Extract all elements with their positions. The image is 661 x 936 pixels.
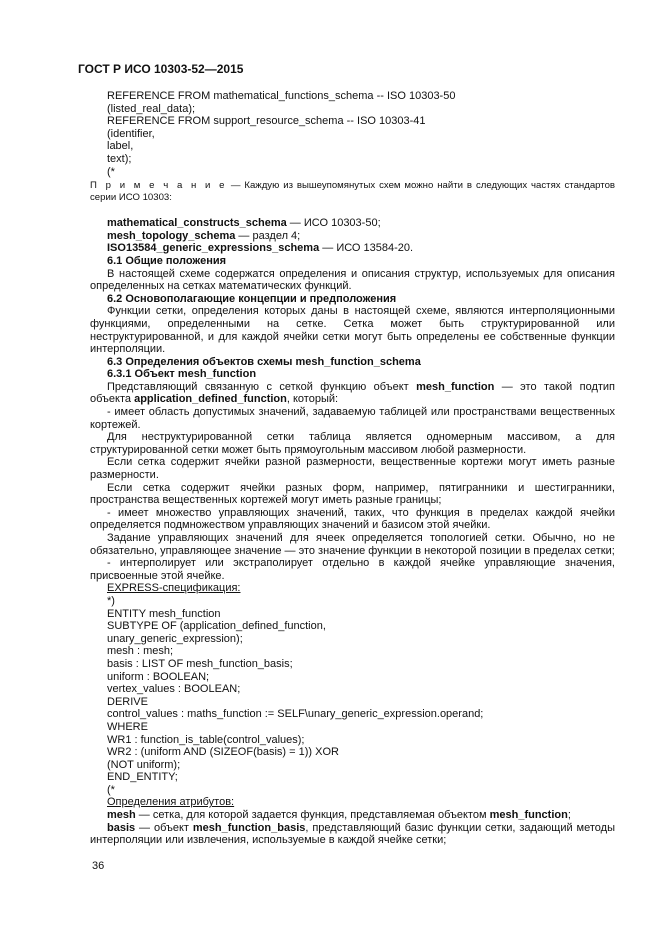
entity-name: mesh_function: [489, 809, 568, 822]
section-heading-6-1: 6.1 Общие положения: [107, 254, 227, 267]
entity-name: mesh_function: [416, 380, 495, 393]
section-text-6-1: В настоящей схеме содержатся определения и описания структур, используемых для описания определенных на сетках математических функций.: [90, 267, 615, 293]
paragraph: Для неструктурированной сетки таблица является одномерным массивом, а для структурированной сетки может быть прямоугольным массивом любой размерности.: [90, 431, 615, 456]
code-line: text);: [107, 152, 132, 165]
code-line: REFERENCE FROM support_resource_schema -- ISO 10303-41: [107, 115, 426, 128]
code-line: vertex_values : BOOLEAN;: [107, 683, 241, 696]
code-line: (*: [107, 783, 115, 796]
document-header: ГОСТ Р ИСО 10303-52—2015: [78, 62, 244, 76]
note-text: — Каждую из вышеупомянутых схем можно найти в следующих частях стандартов серии ИСО 10303:: [90, 180, 616, 204]
schema-source: — ИСО 13584-20.: [319, 242, 414, 255]
attribute-definition-basis: [90, 822, 615, 847]
code-line: (listed_real_data);: [107, 102, 196, 115]
schema-reference-item: [107, 217, 615, 230]
schema-name: mesh_topology_schema: [107, 229, 236, 242]
note-label: П р и м е ч а н и е: [90, 180, 227, 192]
entity-name: application_defined_function: [134, 393, 287, 406]
code-line: REFERENCE FROM mathematical_functions_schema -- ISO 10303-50: [107, 90, 456, 102]
code-line: DERIVE: [107, 695, 148, 708]
code-line: unary_generic_expression);: [107, 632, 243, 645]
code-line: ENTITY mesh_function: [107, 607, 221, 620]
list-item: - имеет множество управляющих значений, таких, что функция в пределах каждой ячейки определяется подмножеством управляющих значений и базисом этой ячейки.: [90, 506, 615, 532]
code-line: (*: [107, 165, 115, 178]
code-line: uniform : BOOLEAN;: [107, 670, 210, 683]
section-heading-6-3-1: 6.3.1 Объект mesh_function: [107, 368, 257, 381]
code-block-entity: [90, 582, 615, 809]
text-span: — объект: [135, 821, 193, 834]
schema-source: — ИСО 10303-50;: [286, 217, 381, 230]
schema-name: ISO13584_generic_expressions_schema: [107, 242, 320, 255]
text-span: — это такой подтип объекта: [90, 380, 615, 406]
paragraph: Если сетка содержит ячейки разных форм, например, пятигранники и шестигранники, пространства вещественных кортежей могут иметь разные границы;: [90, 481, 615, 507]
code-block-references: [90, 90, 615, 178]
code-line: WHERE: [107, 720, 148, 733]
schema-source: — раздел 4;: [235, 229, 301, 242]
page-number: 36: [92, 860, 105, 872]
code-line: WR2 : (uniform AND (SIZEOF(basis) = 1)) XOR: [107, 746, 339, 759]
section-heading-6-2: 6.2 Основополагающие концепции и предположения: [107, 292, 397, 305]
paragraph: Если сетка содержит ячейки разной размерности, вещественные кортежи могут иметь разные размерности.: [90, 456, 615, 482]
schema-reference-item: [107, 230, 615, 243]
code-line: mesh : mesh;: [107, 645, 174, 658]
code-line: WR1 : function_is_table(control_values);: [107, 733, 305, 746]
list-item: - имеет область допустимых значений, задаваемую таблицей или пространствами вещественных кортежей.: [90, 406, 615, 431]
text-span: ;: [567, 809, 571, 822]
note-paragraph: [90, 180, 615, 204]
code-line: *): [107, 594, 115, 607]
section-text-6-2: Функции сетки, определения которых даны в настоящей схеме, являются интерполяционными функциями, определенными на сетке. Сетка может быть структурированной или неструктурированной, и для каждой ячейки сетки могут быть определены ее собственные функции интерполяции.: [90, 305, 615, 356]
text-span: , который:: [286, 393, 339, 406]
schema-reference-list: [90, 217, 615, 255]
list-item: - интерполирует или экстраполирует отдельно в каждой ячейке управляющие значения, присвоенные этой ячейке.: [90, 557, 615, 582]
entity-intro-paragraph: [90, 381, 615, 406]
text-span: — сетка, для которой задается функция, представляемая объектом: [135, 809, 490, 822]
code-line: (NOT uniform);: [107, 758, 181, 771]
code-line: control_values : maths_function := SELF\unary_generic_expression.operand;: [107, 708, 484, 721]
attribute-definition-mesh: [90, 809, 615, 822]
text-span: , представляющий базис функции сетки, задающий методы интерполяции или извлечения, используемые в каждой ячейке сетки;: [90, 821, 615, 847]
express-spec-label: EXPRESS-спецификация:: [107, 582, 241, 595]
section-heading-6-3: 6.3 Определения объектов схемы mesh_function_schema: [107, 355, 421, 368]
code-line: basis : LIST OF mesh_function_basis;: [107, 657, 293, 670]
code-line: END_ENTITY;: [107, 771, 178, 784]
schema-reference-item: [107, 242, 615, 255]
entity-name: mesh_function_basis: [192, 821, 306, 834]
schema-name: mathematical_constructs_schema: [107, 217, 287, 230]
text-span: Представляющий связанную с сеткой функцию объект: [107, 380, 417, 393]
paragraph: Задание управляющих значений для ячеек определяется топологией сетки. Обычно, но не обязательно, управляющее значение — это значение функции в некоторой позиции в пределах сетки;: [90, 532, 615, 557]
page-content: [90, 90, 615, 847]
attribute-name: mesh: [107, 809, 136, 822]
attribute-name: basis: [107, 821, 136, 834]
code-line: label,: [107, 140, 134, 153]
code-line: SUBTYPE OF (application_defined_function,: [107, 620, 326, 633]
attribute-definitions-label: Определения атрибутов:: [107, 796, 235, 809]
code-line: (identifier,: [107, 127, 155, 140]
